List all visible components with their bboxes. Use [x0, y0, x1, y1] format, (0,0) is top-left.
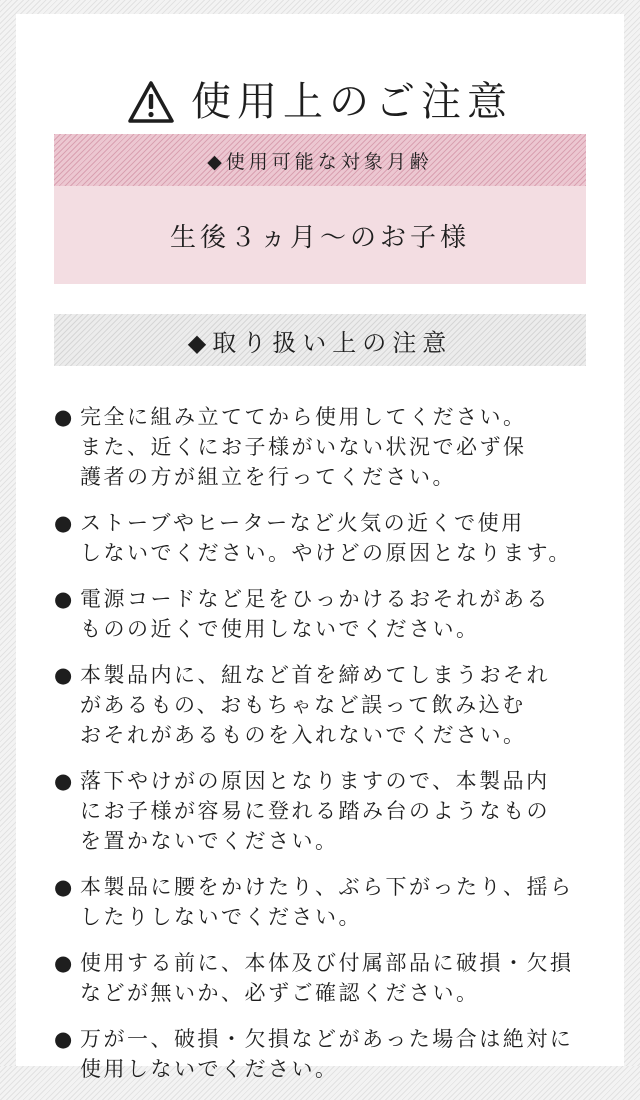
note-line: 使用しないでください。	[80, 1057, 339, 1081]
bullet-icon: ●	[54, 511, 75, 535]
bullet-icon: ●	[54, 663, 75, 687]
caution-card	[16, 14, 624, 1081]
note-line: 護者の方が組立を行ってください。	[80, 465, 456, 489]
note-line: したりしないでください。	[80, 905, 362, 929]
note-line: 電源コードなど足をひっかけるおそれがある	[80, 587, 550, 611]
note-item-3	[54, 584, 594, 644]
note-line: 本製品内に、紐など首を締めてしまうおそれ	[80, 663, 550, 687]
note-line: ものの近くで使用しないでください。	[80, 617, 480, 641]
bullet-icon: ●	[54, 875, 75, 899]
note-line: ストーブやヒーターなど火気の近くで使用	[80, 511, 525, 535]
bullet-icon: ●	[54, 587, 75, 611]
bullet-icon: ●	[54, 1027, 75, 1051]
note-line: しないでください。やけどの原因となります。	[80, 541, 572, 565]
note-item-5	[54, 766, 594, 856]
page-title	[16, 72, 624, 132]
note-line: 万が一、破損・欠損などがあった場合は絶対に	[80, 1027, 574, 1051]
note-line: おそれがあるものを入れないでください。	[80, 723, 527, 747]
note-item-7	[54, 948, 594, 1008]
note-item-8	[54, 1024, 594, 1084]
page-title-text: 使用上のご注意	[191, 79, 513, 125]
note-item-6	[54, 872, 594, 932]
handling-heading: ◆取り扱い上の注意	[54, 314, 586, 366]
target-age-value: 生後３ヵ月〜のお子様	[169, 222, 470, 253]
bullet-icon: ●	[54, 405, 75, 429]
warning-triangle-icon	[127, 80, 175, 124]
note-line: を置かないでください。	[80, 829, 339, 853]
note-line: また、近くにお子様がいない状況で必ず保	[80, 435, 527, 459]
bullet-icon: ●	[54, 769, 75, 793]
note-line: 本製品に腰をかけたり、ぶら下がったり、揺ら	[80, 875, 574, 899]
handling-notes-list	[54, 402, 594, 1100]
note-line: があるもの、おもちゃなど誤って飲み込む	[80, 693, 526, 717]
note-line: 使用する前に、本体及び付属部品に破損・欠損	[80, 951, 574, 975]
note-item-1	[54, 402, 594, 492]
target-age-section	[54, 134, 586, 284]
note-line: にお子様が容易に登れる踏み台のようなもの	[80, 799, 550, 823]
note-item-4	[54, 660, 594, 750]
note-line: 完全に組み立ててから使用してください。	[80, 405, 527, 429]
target-age-heading: ◆使用可能な対象月齢	[54, 134, 586, 186]
note-line: 落下やけがの原因となりますので、本製品内	[80, 769, 550, 793]
note-item-2	[54, 508, 594, 568]
bullet-icon: ●	[54, 951, 75, 975]
note-line: などが無いか、必ずご確認ください。	[80, 981, 480, 1005]
